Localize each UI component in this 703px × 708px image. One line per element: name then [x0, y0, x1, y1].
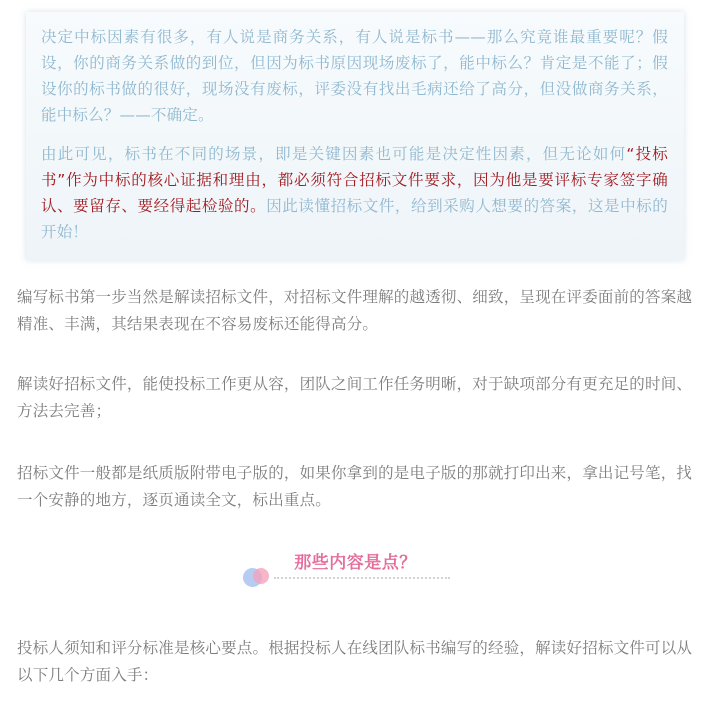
card-paragraph-1: 决定中标因素有很多，有人说是商务关系，有人说是标书——那么究竟谁最重要呢？假设，你的商务关系做的到位，但因为标书原因现场废标了，能中标么？肯定是不能了；假设你的标书做的很好，现场没有废标，评委没有找出毛病还给了高分，但没做商务关系，能中标么？——不确定。	[41, 28, 668, 124]
dotted-divider	[274, 577, 450, 579]
quote-card	[26, 12, 684, 260]
card-paragraph-2-end: 因此读懂招标文件，给到采购人想要的答案，这是中标的开始！	[41, 197, 668, 241]
body-paragraph-4: 投标人须知和评分标准是核心要点。根据投标人在线团队标书编写的经验，解读好招标文件可以从以下几个方面入手：	[17, 639, 693, 684]
card-paragraph-2-start: 由此可见，标书在不同的场景，即是关键因素也可能是决定性因素，但无论如何	[41, 145, 627, 163]
heading-decoration	[243, 565, 453, 591]
pink-dot-icon	[253, 568, 269, 584]
body-paragraph-1: 编写标书第一步当然是解读招标文件，对招标文件理解的越透彻、细致，呈现在评委面前的答案越精准、丰满，其结果表现在不容易废标还能得高分。	[17, 288, 693, 333]
body-paragraph-2: 解读好招标文件，能使投标工作更从容，团队之间工作任务明晰，对于缺项部分有更充足的时间、方法去完善；	[17, 375, 693, 420]
card-paragraph-2	[41, 141, 668, 245]
card-paragraph-2-highlight: “投标书”作为中标的核心证据和理由，都必须符合招标文件要求，因为他是要评标专家签字确认、要留存、要经得起检验的。	[41, 145, 668, 215]
section-heading: 那些内容是点？	[294, 553, 417, 573]
body-paragraph-3: 招标文件一般都是纸质版附带电子版的，如果你拿到的是电子版的那就打印出来，拿出记号笔，找一个安静的地方，逐页通读全文，标出重点。	[17, 464, 693, 509]
